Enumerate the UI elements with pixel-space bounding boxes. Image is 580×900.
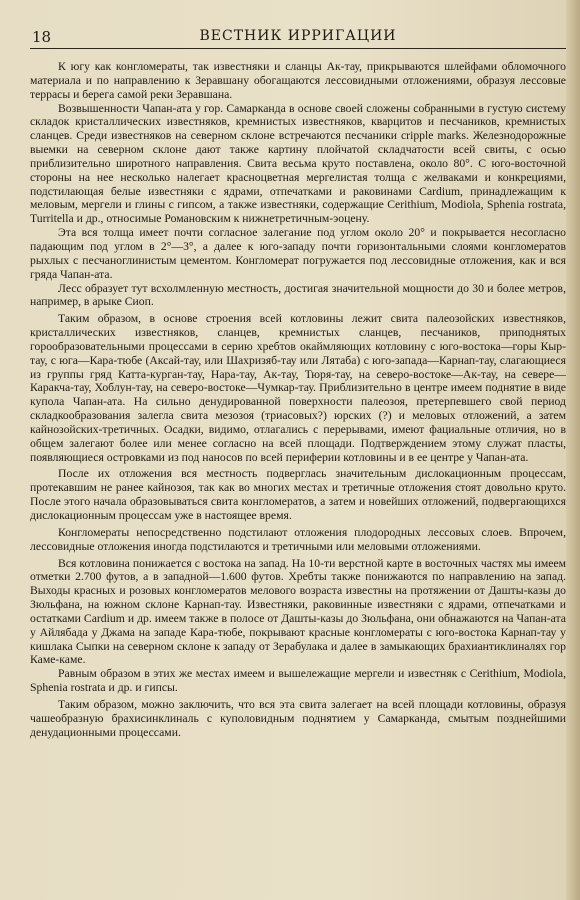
page-edge bbox=[566, 0, 580, 900]
paragraph: Таким образом, в основе строения всей котловины лежит свита палеозойских известняков, кристаллических известняков, сланцев, кремнистых сланцев, песчаников, приподнятых горообразовательными процессами в серию хребтов окаймляющих котловину с юго-востока—горы Кыр-тау, с юга—Кара-тюбе (Аксай-тау, или Шахризяб-тау или Лятаба) с юго-запада—Карнап-тау, слагающиеся из группы гряд Катта-курган-тау, Нара-тау, Ак-тау, Тюря-тау, на северо-востоке—Ак-тау, на севере—Каракча-тау, Хоблун-тау, на северо-востоке—Чумкар-тау. Приблизительно в центре имеем поднятие в виде купола Чапан-ата. На сильно денудированной поверхности палеозоя, претерпевшего свой период складкообразования залегла свита мезозоя (триасовых?) юрских (?) и меловых отложений, а затем кайнозойских-третичных. Осадки, видимо, отлагались с перерывами, имеют фациальные отличия, но в общем залегают более или менее согласно на всей площади. Подтверждением этому служат пласты, появляющиеся островками из под наносов по всей периферии котловины и в ее центре у Чапан-ата. bbox=[30, 312, 566, 464]
page-number: 18 bbox=[32, 28, 52, 46]
paragraph: После их отложения вся местность подверглась значительным дислокационным процессам, протекавшим не ранее кайнозоя, так как во многих местах и третичные отложения стоят довольно круто. После этого начала образовываться свита конгломератов, а затем и новейших отложений, подвергающихся дислокационным процессам уже в настоящее время. bbox=[30, 467, 566, 522]
article-body bbox=[30, 60, 566, 740]
journal-title: ВЕСТНИК ИРРИГАЦИИ bbox=[199, 28, 397, 44]
paragraph: Вся котловина понижается с востока на запад. На 10-ти верстной карте в восточных частях мы имеем отметки 2.700 футов, а в западной—1.600 футов. Хребты также понижаются по направлению на запад. Выходы красных и розовых конгломератов мелового возраста известны на протяжении от Дашты-казы до Зюльфана, на южном склоне Карнап-тау. Известняки, раковинные известняки с ядрами, отпечатками и остатками Cardium и др. имеем также в полосе от Дашты-казы до Зюльфана, они обнажаются на Чапан-ата у Айлябада у Джама на западе Кара-тюбе, покрывают красные конгломераты с юго-востока Карнап-тау у кишлака Сыпки на северном склоне к западу от Зерабулака и далее в замыкающих брахиантиклиналях гор Каме-каме. bbox=[30, 556, 566, 667]
paragraph: Возвышенности Чапан-ата у гор. Самарканда в основе своей сложены собранными в густую систему складок кристаллических известняков, кремнистых известняков, кварцитов и песчаников, кремнистых сланцев. Среди известняков на северном склоне встречаются песчаники cripple marks. Железнодорожные выемки на северном склоне дают также картину плойчатой складчатости всей свиты, с осью приблизительно широтного направления. Свита весьма круто поставлена, около 80°. С юго-восточной стороны на нее несколько налегает красноцветная мергелистая толща с желваками и конкрециями, подстилающая белые известняки с ядрами, отпечатками и раковинами Cardium, принадлежащим к меловым, мергели и глины с гипсом, а также известняки, содержащие Cerithium, Modiola, Sphenia rostrata, Turritella и др., относимые Романовским к нижнетретичным-эоцену. bbox=[30, 101, 566, 226]
page-header bbox=[30, 24, 566, 49]
paragraph: К югу как конгломераты, так известняки и сланцы Ак-тау, прикрываются шлейфами обломочного материала и по направлению к Зеравшану обогащаются лессовидными отложениями, образуя лессовые террасы и берега самой реки Зеравшана. bbox=[30, 60, 566, 101]
paragraph: Конгломераты непосредственно подстилают отложения плодородных лессовых слоев. Впрочем, лессовидные отложения иногда подстилаются и третичными или меловыми отложениями. bbox=[30, 525, 566, 553]
paragraph: Эта вся толща имеет почти согласное залегание под углом около 20° и покрывается несогласно падающим под углом в 2°—3°, а далее к юго-западу почти горизонтальными слоями конгломератов рыхлых с песчаноглинистым цементом. Конгломерат погружается под лессовидные отложения, как и вся гряда Чапан-ата. bbox=[30, 226, 566, 281]
paragraph: Равным образом в этих же местах имеем и вышележащие мергели и известняк с Cerithium, Modiola, Sphenia rostrata и др. и гипсы. bbox=[30, 667, 566, 695]
paragraph: Лесс образует тут всхолмленную местность, достигая значительной мощности до 30 и более метров, например, в арыке Сиоп. bbox=[30, 281, 566, 309]
paragraph: Таким образом, можно заключить, что вся эта свита залегает на всей площади котловины, образуя чашеобразную брахисинклиналь с куполовидным поднятием у Самарканда, смытым позднейшими денудационными процессами. bbox=[30, 697, 566, 739]
